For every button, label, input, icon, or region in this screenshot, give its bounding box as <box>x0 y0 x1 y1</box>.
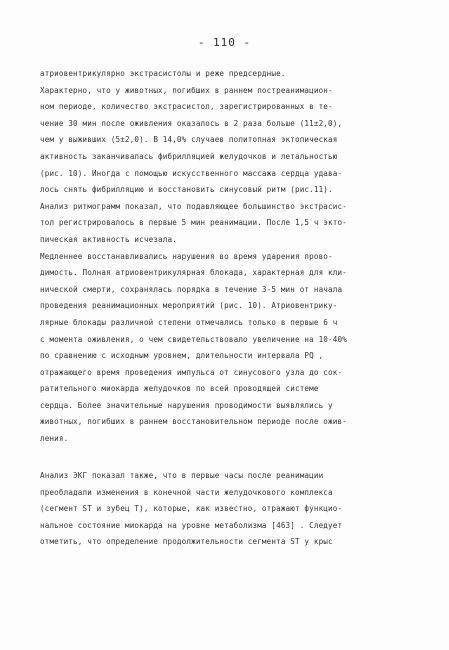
text-line: Анализ ритмограмм показал, что подавляющее большинство экстрасис- <box>40 201 347 211</box>
text-line: Характерно, что у животных, погибших в раннем постреанимацион- <box>40 85 333 95</box>
text-line: проведения реанимационных мероприятий (рис. 10). Атриовентрику- <box>40 301 338 311</box>
text-line: ратительного миокарда желудочков по всей проводящей системе <box>40 384 319 394</box>
main-text-block <box>40 66 418 448</box>
text-line: лось снять фибрилляцию и восстановить синусовый ритм (рис.11). <box>40 185 333 195</box>
text-line: тол регистрировалось в первые 5 мин реанимации. После 1,5 ч экто- <box>40 218 347 228</box>
text-line: нической смерти, сохранялась порядка в течение 3-5 мин от начала <box>40 284 343 294</box>
tail-text-block <box>40 468 418 551</box>
text-line: димость. Полная атриовентрикулярная блокада, характерная для кли- <box>40 268 347 278</box>
text-line: чение 30 мин после оживления оказалось в 2 раза больше (11±2,0), <box>40 118 343 128</box>
text-line: Медленнее восстанавливались нарушения во время ударения прово- <box>40 251 333 261</box>
text-line: ном периоде, количество экстрасистол, зарегистрированных в те- <box>40 102 333 112</box>
text-line: по сравнению с исходным уровнем, длительности интервала PQ , <box>40 351 324 361</box>
text-line: преобладали изменения в конечной части желудочкового комплекса <box>40 487 333 497</box>
text-line: с момента оживления, о чем свидетельствовало увеличение на 10-40% <box>40 334 347 344</box>
text-line: нальное состояние миокарда на уровне метаболизма [463] . Следует <box>40 520 343 530</box>
text-line: отметить, что определение продолжительности сегмента ST у крыс <box>40 537 333 547</box>
page-number: - 110 - <box>197 36 252 49</box>
text-line: Анализ ЭКГ показал также, что в первые часы после реанимации <box>40 471 324 480</box>
text-line: атриовентрикулярно экстрасистолы и реже предсердные. <box>40 69 286 78</box>
text-line: чем у выживших (5±2,0). В 14,0% случаев политопная эктопическая <box>40 135 338 145</box>
text-line: отражающего время проведения импульса от синусового узла до сок- <box>40 367 343 377</box>
text-line: животных, погибших в раннем восстановительном периоде после ожив- <box>40 417 347 427</box>
text-line: пическая активность исчезала. <box>40 234 177 244</box>
text-line: активность заканчивалась фибрилляцией желудочков и летальностью <box>40 151 338 161</box>
text-line: ления. <box>40 434 69 444</box>
text-line: (сегмент ST и зубец T), которые, как известно, отражают функцио- <box>40 504 343 514</box>
text-line: лярные блокады различной степени отмечались только в первые 6 ч <box>40 317 338 327</box>
text-line: сердца. Более значительные нарушения проводимости выявлялись у <box>40 400 333 410</box>
text-line: (рис. 10). Иногда с помощью искусственного массажа сердца удава- <box>40 168 343 178</box>
